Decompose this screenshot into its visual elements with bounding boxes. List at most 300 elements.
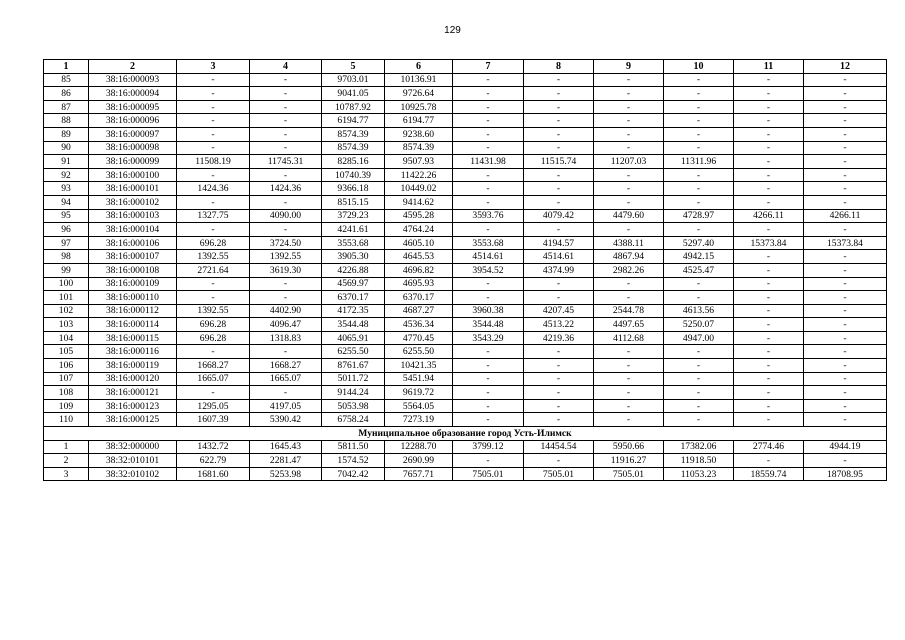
table-cell: 4944.19 (804, 440, 887, 454)
table-cell: - (453, 413, 524, 427)
table-cell: 3544.48 (453, 318, 524, 332)
table-cell: 107 (44, 372, 89, 386)
table-cell: - (804, 114, 887, 128)
table-cell: - (734, 168, 804, 182)
table-cell: 9619.72 (385, 386, 453, 400)
table-cell: - (804, 331, 887, 345)
table-row (44, 195, 887, 209)
table-row (44, 223, 887, 237)
table-cell: 1665.07 (177, 372, 250, 386)
table-cell: - (734, 100, 804, 114)
table-cell: - (804, 318, 887, 332)
table-cell: - (594, 127, 664, 141)
table-cell: - (524, 182, 594, 196)
table-cell: 17382.06 (664, 440, 734, 454)
table-cell: 4197.05 (250, 399, 322, 413)
table-cell: 4947.00 (664, 331, 734, 345)
table-cell: - (664, 223, 734, 237)
column-header: 2 (89, 60, 177, 74)
table-cell: 4569.97 (322, 277, 385, 291)
table-cell: 91 (44, 155, 89, 169)
table-cell: 38:16:000094 (89, 87, 177, 101)
table-cell: 1327.75 (177, 209, 250, 223)
table-cell: 11207.03 (594, 155, 664, 169)
column-header: 7 (453, 60, 524, 74)
table-cell: 14454.54 (524, 440, 594, 454)
table-row (44, 413, 887, 427)
table-cell: - (664, 386, 734, 400)
table-cell: - (734, 399, 804, 413)
table-cell: - (804, 291, 887, 305)
table-cell: - (594, 291, 664, 305)
table-cell: - (664, 141, 734, 155)
table-cell: - (453, 127, 524, 141)
table-cell: 4513.22 (524, 318, 594, 332)
table-cell: - (734, 141, 804, 155)
table-cell: 6255.50 (385, 345, 453, 359)
table-cell: 38:16:000099 (89, 155, 177, 169)
table-cell: - (734, 250, 804, 264)
table-cell: - (524, 223, 594, 237)
table-cell: - (453, 114, 524, 128)
table-cell: 38:32:010101 (89, 454, 177, 468)
table-row (44, 87, 887, 101)
table-cell: 7042.42 (322, 467, 385, 481)
table-cell: 4605.10 (385, 236, 453, 250)
data-table (43, 59, 887, 481)
table-cell: - (524, 277, 594, 291)
table-cell: - (594, 386, 664, 400)
page-number: 129 (444, 25, 461, 36)
table-cell: 98 (44, 250, 89, 264)
table-cell: 4402.90 (250, 304, 322, 318)
table-cell: 105 (44, 345, 89, 359)
table-cell: 5811.50 (322, 440, 385, 454)
table-cell: 1645.43 (250, 440, 322, 454)
table-cell: 1392.55 (250, 250, 322, 264)
table-cell: 1432.72 (177, 440, 250, 454)
table-cell: - (177, 345, 250, 359)
table-cell: 89 (44, 127, 89, 141)
table-cell: 15373.84 (804, 236, 887, 250)
table-cell: 4770.45 (385, 331, 453, 345)
table-cell: 1607.39 (177, 413, 250, 427)
table-cell: 4497.65 (594, 318, 664, 332)
table-cell: - (594, 87, 664, 101)
table-cell: 3553.68 (453, 236, 524, 250)
table-cell: 10925.78 (385, 100, 453, 114)
table-row (44, 399, 887, 413)
table-cell: 38:16:000119 (89, 359, 177, 373)
table-cell: - (250, 277, 322, 291)
table-row (44, 386, 887, 400)
table-cell: - (177, 127, 250, 141)
table-cell: 1574.52 (322, 454, 385, 468)
table-cell: 3799.12 (453, 440, 524, 454)
table-cell: 4867.94 (594, 250, 664, 264)
table-cell: - (804, 195, 887, 209)
table-cell: 18559.74 (734, 467, 804, 481)
table-cell: 11422.26 (385, 168, 453, 182)
table-cell: 3593.76 (453, 209, 524, 223)
table-cell: - (453, 73, 524, 87)
table-cell: - (804, 372, 887, 386)
table-cell: - (594, 399, 664, 413)
table-cell: 2982.26 (594, 263, 664, 277)
table-cell: - (524, 413, 594, 427)
table-cell: - (664, 87, 734, 101)
table-cell: - (594, 168, 664, 182)
table-cell: - (594, 141, 664, 155)
table-cell: - (453, 372, 524, 386)
table-cell: 95 (44, 209, 89, 223)
table-cell: - (804, 73, 887, 87)
table-cell: - (734, 73, 804, 87)
table-cell: - (177, 291, 250, 305)
table-row (44, 440, 887, 454)
table-cell: 9703.01 (322, 73, 385, 87)
table-cell: 38:16:000120 (89, 372, 177, 386)
table-cell: - (453, 291, 524, 305)
table-cell: 38:16:000110 (89, 291, 177, 305)
table-cell: 38:16:000095 (89, 100, 177, 114)
table-cell: 3729.23 (322, 209, 385, 223)
table-cell: 5011.72 (322, 372, 385, 386)
table-cell: 38:16:000108 (89, 263, 177, 277)
table-cell: - (734, 345, 804, 359)
table-cell: 11916.27 (594, 454, 664, 468)
table-cell: 38:16:000104 (89, 223, 177, 237)
table-cell: - (734, 291, 804, 305)
table-cell: - (804, 182, 887, 196)
table-cell: 4096.47 (250, 318, 322, 332)
table-cell: 5451.94 (385, 372, 453, 386)
table-cell: 4514.61 (453, 250, 524, 264)
table-cell: 6370.17 (322, 291, 385, 305)
table-cell: - (250, 87, 322, 101)
table-cell: 4172.35 (322, 304, 385, 318)
table-cell: 4764.24 (385, 223, 453, 237)
table-row (44, 291, 887, 305)
table-cell: - (594, 223, 664, 237)
table-row (44, 155, 887, 169)
table-cell: 94 (44, 195, 89, 209)
table-cell: 4645.53 (385, 250, 453, 264)
table-cell: 38:16:000093 (89, 73, 177, 87)
table-cell: 1318.83 (250, 331, 322, 345)
table-cell: 5390.42 (250, 413, 322, 427)
table-cell: - (524, 372, 594, 386)
table-cell: - (804, 127, 887, 141)
section-title: Муниципальное образование город Усть-Илимск (44, 427, 887, 441)
table-cell: - (524, 359, 594, 373)
table-cell: 38:32:010102 (89, 467, 177, 481)
table-cell: 3905.30 (322, 250, 385, 264)
table-row (44, 236, 887, 250)
table-cell: 4090.00 (250, 209, 322, 223)
table-cell: 10740.39 (322, 168, 385, 182)
table-cell: 38:16:000103 (89, 209, 177, 223)
table-cell: - (734, 277, 804, 291)
table-cell: 7657.71 (385, 467, 453, 481)
table-cell: 9414.62 (385, 195, 453, 209)
table-cell: - (594, 372, 664, 386)
table-cell: - (664, 195, 734, 209)
table-cell: - (734, 263, 804, 277)
table-cell: 4479.60 (594, 209, 664, 223)
table-cell: - (250, 345, 322, 359)
table-cell: - (453, 100, 524, 114)
table-cell: 8574.39 (322, 141, 385, 155)
table-cell: - (594, 359, 664, 373)
table-cell: 11508.19 (177, 155, 250, 169)
table-cell: - (804, 413, 887, 427)
table-cell: - (804, 277, 887, 291)
table-cell: 5950.66 (594, 440, 664, 454)
table-cell: 2281.47 (250, 454, 322, 468)
table-cell: - (524, 114, 594, 128)
table-cell: 4079.42 (524, 209, 594, 223)
table-row (44, 73, 887, 87)
table-cell: 92 (44, 168, 89, 182)
table-cell: 9366.18 (322, 182, 385, 196)
table-cell: - (804, 454, 887, 468)
table-cell: - (664, 168, 734, 182)
table-cell: - (664, 100, 734, 114)
table-cell: 93 (44, 182, 89, 196)
table-cell: - (734, 223, 804, 237)
table-cell: 5250.07 (664, 318, 734, 332)
table-cell: 86 (44, 87, 89, 101)
table-cell: 10787.92 (322, 100, 385, 114)
table-cell: 38:16:000116 (89, 345, 177, 359)
table-cell: - (664, 413, 734, 427)
table-cell: 109 (44, 399, 89, 413)
table-cell: 99 (44, 263, 89, 277)
table-cell: - (177, 114, 250, 128)
table-header-row (44, 60, 887, 74)
table-cell: 38:16:000097 (89, 127, 177, 141)
table-cell: 4194.57 (524, 236, 594, 250)
table-cell: - (524, 195, 594, 209)
table-cell: 4536.34 (385, 318, 453, 332)
table-cell: - (177, 73, 250, 87)
table-row (44, 263, 887, 277)
table-cell: - (664, 73, 734, 87)
table-cell: 4525.47 (664, 263, 734, 277)
table-cell: - (804, 87, 887, 101)
table-cell: 1681.60 (177, 467, 250, 481)
table-cell: - (250, 291, 322, 305)
table-row (44, 209, 887, 223)
column-header: 4 (250, 60, 322, 74)
table-cell: 106 (44, 359, 89, 373)
table-cell: - (664, 345, 734, 359)
table-cell: - (453, 454, 524, 468)
table-cell: 38:16:000125 (89, 413, 177, 427)
table-row (44, 454, 887, 468)
table-cell: 8574.39 (322, 127, 385, 141)
table-cell: 97 (44, 236, 89, 250)
table-cell: - (453, 141, 524, 155)
table-cell: - (594, 182, 664, 196)
table-cell: 2544.78 (594, 304, 664, 318)
table-row (44, 141, 887, 155)
table-cell: - (594, 114, 664, 128)
table-row (44, 100, 887, 114)
table-cell: 18708.95 (804, 467, 887, 481)
table-cell: 3619.30 (250, 263, 322, 277)
table-cell: 104 (44, 331, 89, 345)
table-cell: - (734, 372, 804, 386)
table-cell: - (734, 114, 804, 128)
table-cell: 100 (44, 277, 89, 291)
table-cell: - (734, 413, 804, 427)
table-cell: - (734, 386, 804, 400)
table-cell: - (594, 100, 664, 114)
table-cell: 3543.29 (453, 331, 524, 345)
table-cell: - (524, 168, 594, 182)
table-cell: - (734, 454, 804, 468)
table-cell: 88 (44, 114, 89, 128)
table-cell: 9726.64 (385, 87, 453, 101)
table-cell: - (453, 168, 524, 182)
table-cell: 108 (44, 386, 89, 400)
table-cell: 6194.77 (385, 114, 453, 128)
table-cell: - (453, 386, 524, 400)
table-cell: - (804, 250, 887, 264)
table-cell: 11053.23 (664, 467, 734, 481)
table-row (44, 127, 887, 141)
table-cell: - (734, 195, 804, 209)
table-row (44, 467, 887, 481)
table-cell: 4266.11 (804, 209, 887, 223)
table-cell: - (524, 399, 594, 413)
table-cell: - (734, 155, 804, 169)
table-cell: 4687.27 (385, 304, 453, 318)
table-cell: - (804, 304, 887, 318)
table-cell: 5253.98 (250, 467, 322, 481)
table-cell: - (804, 399, 887, 413)
table-cell: 2721.64 (177, 263, 250, 277)
column-header: 1 (44, 60, 89, 74)
table-cell: - (664, 114, 734, 128)
table-cell: - (734, 304, 804, 318)
table-cell: - (804, 345, 887, 359)
table-cell: - (524, 291, 594, 305)
table-cell: 4065.91 (322, 331, 385, 345)
table-cell: 11311.96 (664, 155, 734, 169)
table-cell: 1295.05 (177, 399, 250, 413)
table-cell: - (594, 73, 664, 87)
table-cell: - (453, 359, 524, 373)
table-cell: 9041.05 (322, 87, 385, 101)
table-cell: - (250, 73, 322, 87)
table-cell: 38:16:000102 (89, 195, 177, 209)
table-row (44, 345, 887, 359)
table-cell: - (250, 114, 322, 128)
table-cell: - (250, 386, 322, 400)
table-cell: - (250, 195, 322, 209)
table-row (44, 359, 887, 373)
table-cell: - (453, 182, 524, 196)
table-cell: 11745.31 (250, 155, 322, 169)
table-cell: 10449.02 (385, 182, 453, 196)
table-cell: - (524, 345, 594, 359)
table-cell: - (524, 87, 594, 101)
table-cell: 15373.84 (734, 236, 804, 250)
table-cell: - (804, 386, 887, 400)
table-cell: 38:16:000096 (89, 114, 177, 128)
table-cell: - (453, 399, 524, 413)
table-cell: - (453, 345, 524, 359)
table-row (44, 250, 887, 264)
column-header: 12 (804, 60, 887, 74)
table-cell: 1 (44, 440, 89, 454)
table-cell: - (804, 263, 887, 277)
table-cell: 38:16:000109 (89, 277, 177, 291)
table-cell: 1424.36 (177, 182, 250, 196)
table-cell: - (734, 87, 804, 101)
table-cell: 10421.35 (385, 359, 453, 373)
table-cell: 4388.11 (594, 236, 664, 250)
table-row (44, 182, 887, 196)
table-cell: 4207.45 (524, 304, 594, 318)
table-cell: 110 (44, 413, 89, 427)
table-cell: - (177, 141, 250, 155)
table-cell: - (734, 318, 804, 332)
table-cell: 4942.15 (664, 250, 734, 264)
table-row (44, 372, 887, 386)
table-body-section (44, 440, 887, 481)
table-cell: - (734, 127, 804, 141)
table-cell: - (524, 127, 594, 141)
table-cell: 38:16:000112 (89, 304, 177, 318)
table-cell: 9507.93 (385, 155, 453, 169)
column-header: 8 (524, 60, 594, 74)
table-cell: - (250, 100, 322, 114)
table-row (44, 168, 887, 182)
table-cell: 11918.50 (664, 454, 734, 468)
table-cell: - (177, 386, 250, 400)
column-header: 3 (177, 60, 250, 74)
table-cell: - (804, 168, 887, 182)
table-cell: 4219.36 (524, 331, 594, 345)
table-cell: 3724.50 (250, 236, 322, 250)
table-cell: 38:16:000107 (89, 250, 177, 264)
column-header: 11 (734, 60, 804, 74)
table-cell: 696.28 (177, 331, 250, 345)
table-cell: - (734, 182, 804, 196)
table-cell: 4595.28 (385, 209, 453, 223)
table-cell: 3954.52 (453, 263, 524, 277)
table-cell: 6194.77 (322, 114, 385, 128)
table-cell: - (594, 413, 664, 427)
table-cell: 4241.61 (322, 223, 385, 237)
table-cell: - (250, 168, 322, 182)
table-cell: - (804, 100, 887, 114)
table-cell: 1668.27 (177, 359, 250, 373)
table-cell: 8285.16 (322, 155, 385, 169)
table-row (44, 318, 887, 332)
table-cell: 3544.48 (322, 318, 385, 332)
table-cell: 96 (44, 223, 89, 237)
table-cell: - (524, 73, 594, 87)
table-cell: 3553.68 (322, 236, 385, 250)
table-cell: 4514.61 (524, 250, 594, 264)
table-row (44, 331, 887, 345)
table-cell: - (594, 277, 664, 291)
